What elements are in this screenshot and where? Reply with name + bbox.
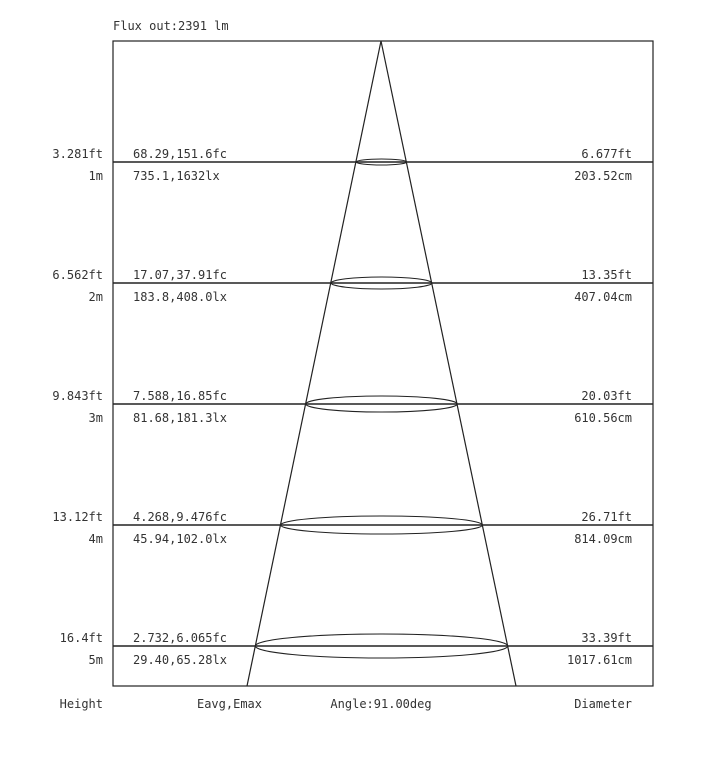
illuminance-lx-label: 45.94,102.0lx <box>133 532 227 546</box>
cone-right-edge <box>381 41 516 686</box>
illuminance-fc-label: 68.29,151.6fc <box>133 147 227 161</box>
height-m-label: 1m <box>88 169 103 183</box>
diameter-ft-label: 26.71ft <box>581 510 632 524</box>
levels-group <box>52 147 653 667</box>
illuminance-fc-label: 2.732,6.065fc <box>133 631 227 645</box>
illuminance-fc-label: 4.268,9.476fc <box>133 510 227 524</box>
cone-left-edge <box>247 41 381 686</box>
height-ft-label: 6.562ft <box>52 268 103 282</box>
height-m-label: 5m <box>88 653 103 667</box>
illuminance-lx-label: 183.8,408.0lx <box>133 290 227 304</box>
diameter-cm-label: 203.52cm <box>574 169 632 183</box>
illuminance-fc-label: 17.07,37.91fc <box>133 268 227 282</box>
diameter-cm-label: 814.09cm <box>574 532 632 546</box>
flux-label: Flux out:2391 lm <box>113 19 229 33</box>
height-m-label: 4m <box>88 532 103 546</box>
diameter-ft-label: 13.35ft <box>581 268 632 282</box>
diameter-column-label: Diameter <box>574 697 632 711</box>
diameter-ft-label: 33.39ft <box>581 631 632 645</box>
illuminance-lx-label: 735.1,1632lx <box>133 169 220 183</box>
diagram-frame <box>113 41 653 686</box>
diameter-cm-label: 1017.61cm <box>566 653 632 667</box>
height-ft-label: 13.12ft <box>52 510 103 524</box>
illuminance-lx-label: 29.40,65.28lx <box>133 653 227 667</box>
height-m-label: 2m <box>88 290 103 304</box>
height-column-label: Height <box>59 697 103 711</box>
diameter-ft-label: 20.03ft <box>581 389 632 403</box>
height-ft-label: 9.843ft <box>52 389 103 403</box>
diameter-cm-label: 407.04cm <box>574 290 632 304</box>
illuminance-column-label: Eavg,Emax <box>196 697 262 711</box>
illuminance-fc-label: 7.588,16.85fc <box>133 389 227 403</box>
height-ft-label: 3.281ft <box>52 147 103 161</box>
diameter-cm-label: 610.56cm <box>574 411 632 425</box>
height-ft-label: 16.4ft <box>59 631 103 645</box>
illuminance-lx-label: 81.68,181.3lx <box>133 411 227 425</box>
beam-angle-label: Angle:91.00deg <box>330 697 432 711</box>
diameter-ft-label: 6.677ft <box>581 147 632 161</box>
height-m-label: 3m <box>88 411 103 425</box>
